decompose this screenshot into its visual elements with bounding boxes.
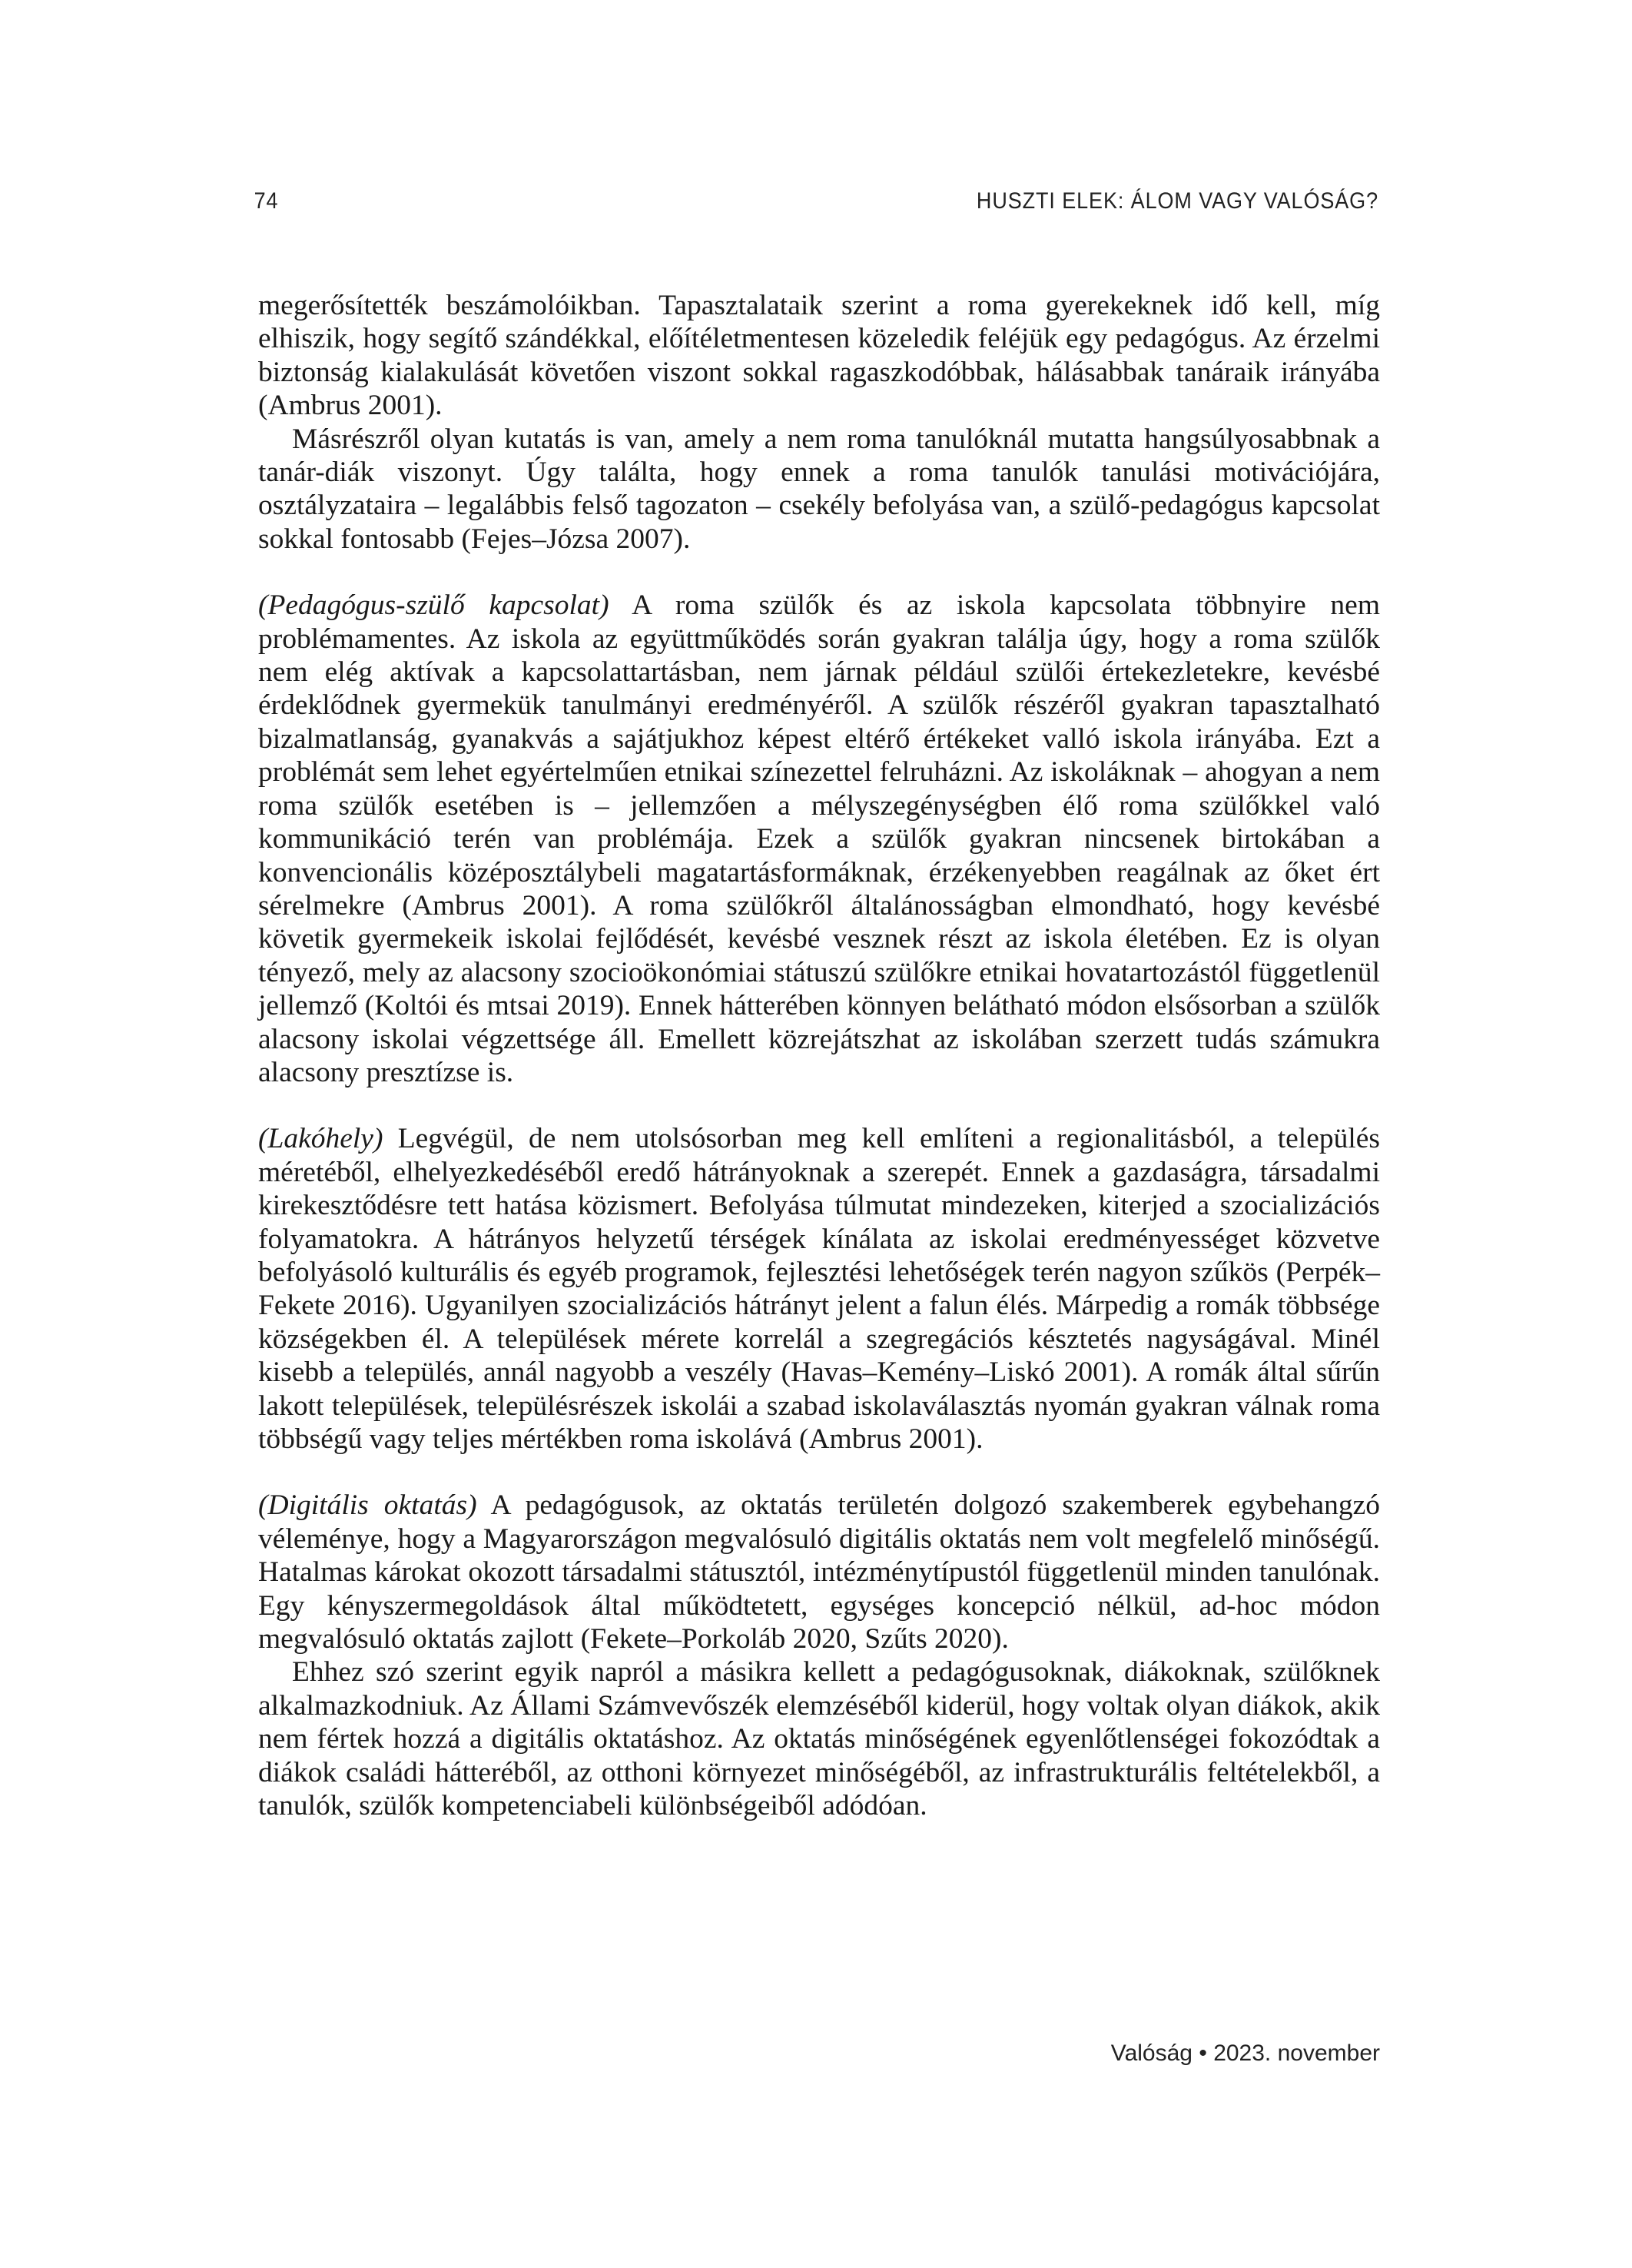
paragraph-teacher-parent xyxy=(258,589,1380,1089)
running-head xyxy=(254,188,1378,222)
paragraph-residence xyxy=(258,1122,1380,1456)
running-title: HUSZTI ELEK: ÁLOM VAGY VALÓSÁG? xyxy=(976,188,1378,214)
page-footer xyxy=(1111,2041,1380,2067)
paragraph-text: A roma szülők és az iskola kapcsolata többnyire nem problémamentes. Az iskola az együttműködés során gyakran találja úgy, hogy a roma szülők nem elég aktívak a kapcsolattartásban, nem járnak például szülői értekezletekre, kevésbé érdeklődnek gyermekük tanulmányi eredményéről. A szülők részéről gyakran tapasztalható bizalmatlanság, gyanakvás a sajátjukhoz képest eltérő értékeket valló iskola irányába. Ezt a problémát sem lehet egyértelműen etnikai színezettel felruházni. Az iskoláknak – ahogyan a nem roma szülők esetében is – jellemzően a mélyszegénységben élő roma szülőkkel való kommunikáció terén van problémája. Ezek a szülők gyakran nincsenek birtokában a konvencionális középosztálybeli magatartásformáknak, érzékenyebben reagálnak az őket ért sérelmekre (Ambrus 2001). A roma szülőkről általánosságban elmondható, hogy kevésbé követik gyermekeik iskolai fejlődését, kevésbé vesznek részt az iskola életében. Ez is olyan tényező, mely az alacsony szocioökonómiai státuszú szülőkre etnikai hovatartozástól függetlenül jellemző (Koltói és mtsai 2019). Ennek hátterében könnyen belátható módon elsősorban a szülők alacsony iskolai végzettsége áll. Emellett közrejátszhat az iskolában szerzett tudás számukra alacsony presztízse is. xyxy=(258,589,1381,1088)
paragraph-text: Ehhez szó szerint egyik napról a másikra kellett a pedagógusoknak, diákoknak, szülőknek alkalmazkodniuk. Az Állami Számvevőszék elemzéséből kiderül, hogy voltak olyan diákok, akik nem fértek hozzá a digitális oktatáshoz. Az oktatás minőségének egyenlőtlenségei fokozódtak a diákok családi hátteréből, az otthoni környezet minőségéből, az infrastrukturális feltételekből, a tanulók, szülők kompetenciabeli különbségeiből adódóan. xyxy=(258,1656,1380,1822)
paragraph-text: Legvégül, de nem utolsósorban meg kell említeni a regionalitásból, a település méretéből, elhelyezkedéséből eredő hátrányoknak a szerepét. Ennek a gazdaságra, társadalmi kirekesztődésre tett hatása közismert. Befolyása túlmutat mindezeken, kiterjed a szocializációs folyamatokra. A hátrányos helyzetű térségek kínálata az iskolai eredményességet közvetve befolyásoló kulturális és egyéb programok, fejlesztési lehetőségek terén nagyon szűkös (Perpék–Fekete 2016). Ugyanilyen szocializációs hátrányt jelent a falun élés. Márpedig a romák többsége községekben él. A települések mérete korrelál a szegregációs késztetés nagyságával. Minél kisebb a település, annál nagyobb a veszély (Havas–Kemény–Liskó 2001). A romák által sűrűn lakott települések, településrészek iskolái a szabad iskolaválasztás nyomán gyakran válnak roma többségű vagy teljes mértékben roma iskolává (Ambrus 2001). xyxy=(258,1123,1380,1455)
paragraph-text: A pedagógusok, az oktatás területén dolgozó szakemberek egybehangzó véleménye, hogy a Magyarországon megvalósuló digitális oktatás nem volt megfelelő minőségű. Hatalmas károkat okozott társadalmi státusztól, intézménytípustól függetlenül minden tanulónak. Egy kényszermegoldások által működtetett, egységes koncepció nélkül, ad-hoc módon megvalósuló oktatás zajlott (Fekete–Porkoláb 2020, Szűts 2020). xyxy=(258,1489,1380,1655)
runin-heading: (Pedagógus-szülő kapcsolat) xyxy=(258,589,609,622)
bullet-separator: • xyxy=(1199,2041,1207,2066)
document-page xyxy=(254,0,1381,2268)
paragraph-text: megerősítették beszámolóikban. Tapasztalataik szerint a roma gyerekeknek idő kell, míg elhiszik, hogy segítő szándékkal, előítéletmentesen közeledik feléjük egy pedagógus. Az érzelmi biztonság kialakulását követően viszont sokkal ragaszkodóbbak, hálásabbak tanáraik irányába (Ambrus 2001). xyxy=(258,290,1380,422)
paragraph-digital-education xyxy=(258,1489,1380,1655)
article-body xyxy=(258,289,1380,1822)
runin-heading: (Lakóhely) xyxy=(258,1123,383,1155)
issue-date: 2023. november xyxy=(1213,2041,1380,2066)
runin-heading: (Digitális oktatás) xyxy=(258,1489,477,1522)
paragraph-continuation xyxy=(258,289,1380,423)
paragraph-adaptation xyxy=(258,1655,1380,1822)
paragraph-text: Másrészről olyan kutatás is van, amely a nem roma tanulóknál mutatta hangsúlyosabbnak a tanár-diák viszonyt. Úgy találta, hogy ennek a roma tanulók tanulási motivációjára, osztályzataira – legalábbis felső tagozaton – csekély befolyása van, a szülő-pedagógus kapcsolat sokkal fontosabb (Fejes–Józsa 2007). xyxy=(258,423,1380,555)
page-number: 74 xyxy=(254,188,279,214)
journal-name: Valóság xyxy=(1110,2041,1192,2066)
paragraph-research xyxy=(258,423,1380,556)
